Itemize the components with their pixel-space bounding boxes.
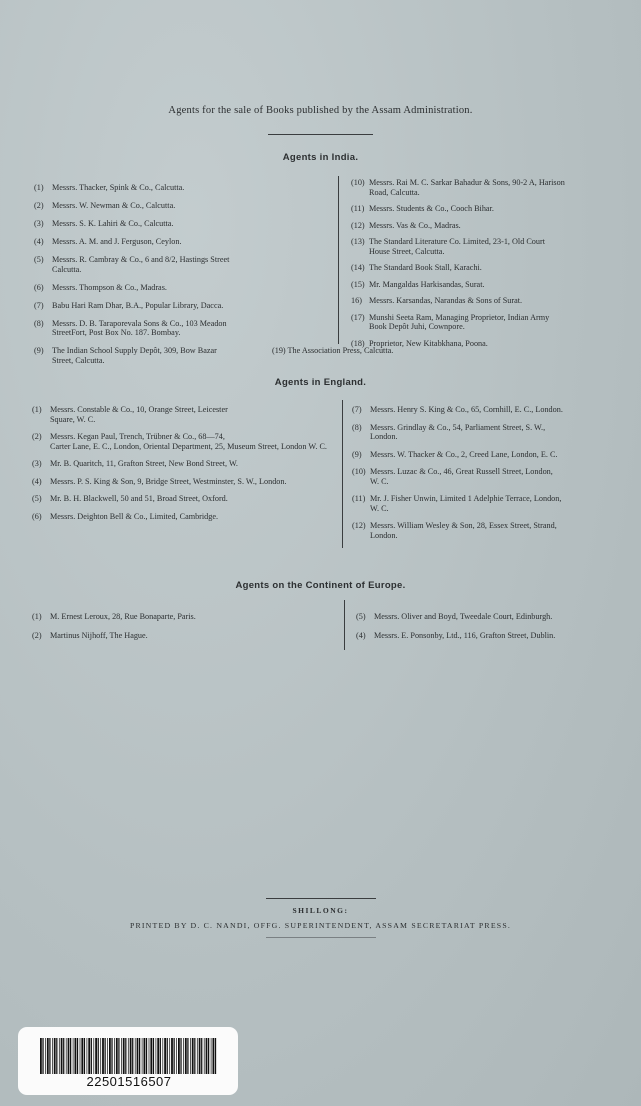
- barcode-bar: [121, 1038, 122, 1074]
- barcode-bar: [111, 1038, 112, 1074]
- item-number: (1): [34, 183, 44, 192]
- barcode-bar: [190, 1038, 191, 1074]
- barcode-bar: [107, 1038, 108, 1074]
- item-text: Messrs. Students & Co., Cooch Bihar.: [369, 204, 494, 213]
- item-number: (2): [32, 432, 42, 441]
- item-continuation: House Street, Calcutta.: [369, 246, 445, 256]
- item-continuation: Calcutta.: [52, 264, 82, 274]
- item-text: M. Ernest Leroux, 28, Rue Bonaparte, Paris.: [50, 612, 196, 621]
- item-number: 16): [351, 296, 362, 305]
- barcode-bar: [91, 1038, 92, 1074]
- barcode-bar: [95, 1038, 97, 1074]
- item-continuation: Road, Calcutta.: [369, 187, 420, 197]
- barcode-bar: [135, 1038, 136, 1074]
- item-number: (1): [32, 405, 42, 414]
- list-item: [34, 283, 334, 293]
- item-number: (5): [356, 612, 366, 621]
- barcode-bar: [150, 1038, 152, 1074]
- barcode-bar: [169, 1038, 170, 1074]
- list-item: [351, 263, 626, 273]
- item-text: Messrs. P. S. King & Son, 9, Bridge Street, Westminster, S. W., London.: [50, 476, 287, 486]
- barcode-bar: [77, 1038, 78, 1074]
- item-number: (3): [34, 219, 44, 228]
- list-item: [32, 631, 332, 641]
- item-number: (2): [32, 630, 42, 640]
- item-text: Messrs. Deighton Bell & Co., Limited, Cambridge.: [50, 511, 219, 521]
- barcode-bar: [139, 1038, 140, 1074]
- item-text: Mr. B. Quaritch, 11, Grafton Street, New Bond Street, W.: [50, 459, 238, 468]
- barcode-bar: [88, 1038, 90, 1074]
- list-item: [351, 221, 626, 231]
- barcode-bar: [87, 1038, 88, 1074]
- page-title: Agents for the sale of Books published by the Assam Administration.: [168, 105, 473, 116]
- item-number: (18): [351, 338, 365, 348]
- item-text: Munshi Seeta Ram, Managing Proprietor, Indian Army: [369, 312, 550, 322]
- list-item: [32, 477, 334, 487]
- footer-printer: PRINTED BY D. C. NANDI, OFFG. SUPERINTENDENT, ASSAM SECRETARIAT PRESS.: [129, 921, 512, 930]
- item-number: (7): [352, 405, 362, 414]
- barcode-bar: [98, 1038, 99, 1074]
- list-item: [34, 237, 334, 247]
- list-item: [352, 405, 627, 415]
- barcode-bar: [183, 1038, 184, 1074]
- item-text: Messrs. Thompson & Co., Madras.: [52, 282, 167, 292]
- item-continuation: London.: [370, 432, 398, 441]
- item-text: Messrs. W. Newman & Co., Calcutta.: [52, 201, 176, 210]
- item-number: (11): [351, 204, 365, 213]
- item-number: (9): [34, 346, 44, 355]
- list-item: [34, 319, 334, 338]
- india-item-19: (19) The Association Press, Calcutta.: [272, 346, 394, 355]
- item-text: Messrs. Luzac & Co., 46, Great Russell Street, London,: [370, 467, 553, 476]
- barcode-bar: [84, 1038, 85, 1074]
- india-heading: Agents in India.: [282, 152, 359, 163]
- barcode-bar: [105, 1038, 106, 1074]
- barcode-bar: [137, 1038, 139, 1074]
- barcode-bar: [47, 1038, 49, 1074]
- barcode-bar: [40, 1038, 42, 1074]
- barcode-bar: [109, 1038, 111, 1074]
- item-text: Messrs. A. M. and J. Ferguson, Ceylon.: [52, 237, 182, 246]
- item-number: (12): [351, 220, 365, 230]
- barcode-bar: [171, 1038, 173, 1074]
- list-item: [32, 405, 334, 424]
- item-number: (15): [351, 279, 365, 289]
- list-item: [352, 450, 627, 460]
- title-divider: [268, 134, 373, 135]
- item-continuation: Carter Lane, E. C., London, Oriental Department, 25, Museum Street, London W. C.: [50, 441, 327, 451]
- list-item: [351, 178, 626, 197]
- item-number: (4): [32, 476, 42, 486]
- barcode-bar: [180, 1038, 181, 1074]
- item-number: (3): [32, 459, 42, 468]
- footer-divider-top: [266, 898, 376, 899]
- list-item: [32, 459, 334, 469]
- item-number: (9): [352, 449, 362, 459]
- barcode-bar: [178, 1038, 180, 1074]
- list-item: [351, 237, 626, 256]
- item-text: Messrs. Constable & Co., 10, Orange Street, Leicester: [50, 405, 228, 414]
- item-text: Messrs. Grindlay & Co., 54, Parliament Street, S. W.,: [370, 422, 546, 432]
- barcode-bar: [176, 1038, 177, 1074]
- barcode-bar: [132, 1038, 133, 1074]
- item-number: (12): [352, 521, 366, 530]
- barcode-bar: [56, 1038, 57, 1074]
- barcode-bar: [102, 1038, 104, 1074]
- item-text: Proprietor, New Kitabkhana, Poona.: [369, 338, 488, 348]
- barcode-bar: [73, 1038, 74, 1074]
- footer-divider-bottom: [266, 937, 376, 938]
- barcode-bar: [164, 1038, 166, 1074]
- barcode-bar: [54, 1038, 56, 1074]
- item-continuation: Square, W. C.: [50, 414, 96, 424]
- list-item: [351, 280, 626, 290]
- barcode-bar: [149, 1038, 150, 1074]
- barcode-bar: [142, 1038, 143, 1074]
- barcode-bar: [156, 1038, 157, 1074]
- item-continuation: W. C.: [370, 476, 389, 486]
- item-number: (17): [351, 312, 365, 322]
- barcode-bar: [66, 1038, 67, 1074]
- barcode-bar: [157, 1038, 159, 1074]
- list-item: [352, 467, 627, 486]
- item-text: Babu Hari Ram Dhar, B.A., Popular Library, Dacca.: [52, 300, 224, 310]
- item-text: Messrs. Kegan Paul, Trench, Trübner & Co., 68—74,: [50, 432, 225, 441]
- list-item: [352, 521, 627, 540]
- list-item: [34, 201, 334, 211]
- barcode-bar: [70, 1038, 71, 1074]
- barcode-bar: [206, 1038, 208, 1074]
- europe-divider: [344, 600, 345, 650]
- item-text: Mr. J. Fisher Unwin, Limited 1 Adelphie Terrace, London,: [370, 494, 562, 503]
- item-text: Messrs. Rai M. C. Sarkar Bahadur & Sons, 90-2 A, Harison: [369, 178, 565, 187]
- barcode-bar: [128, 1038, 129, 1074]
- item-text: Martinus Nijhoff, The Hague.: [50, 630, 148, 640]
- barcode-bar: [116, 1038, 118, 1074]
- item-number: (10): [351, 178, 365, 187]
- list-item: [32, 432, 334, 451]
- footer-place: SHILLONG:: [292, 906, 349, 915]
- list-item: [32, 494, 334, 504]
- europe-heading: Agents on the Continent of Europe.: [235, 580, 406, 591]
- list-item: [32, 512, 334, 522]
- item-number: (11): [352, 494, 366, 503]
- barcode-bar: [201, 1038, 202, 1074]
- item-number: (6): [32, 511, 42, 521]
- list-item: [352, 494, 627, 513]
- list-item: [34, 183, 334, 193]
- list-item: [34, 255, 334, 274]
- item-text: The Standard Literature Co. Limited, 23-1, Old Court: [369, 237, 545, 246]
- list-item: [34, 301, 334, 311]
- barcode-bar: [162, 1038, 163, 1074]
- barcode-icon: [40, 1038, 218, 1074]
- england-right-column: [352, 405, 627, 548]
- england-divider: [342, 400, 343, 548]
- item-text: Messrs. William Wesley & Son, 28, Essex Street, Strand,: [370, 521, 557, 530]
- barcode-bar: [52, 1038, 53, 1074]
- barcode-bar: [63, 1038, 64, 1074]
- list-item: [351, 204, 626, 214]
- list-item: [34, 219, 334, 229]
- item-continuation: StreetFort, Post Box No. 187. Bombay.: [52, 328, 181, 337]
- barcode-bar: [211, 1038, 212, 1074]
- item-number: (14): [351, 263, 365, 272]
- item-number: (5): [32, 494, 42, 503]
- item-number: (5): [34, 255, 44, 264]
- item-continuation: Book Depôt Juhi, Cownpore.: [369, 322, 465, 331]
- item-text: Messrs. D. B. Taraporevala Sons & Co., 103 Meadon: [52, 318, 227, 328]
- item-text: Messrs. Oliver and Boyd, Tweedale Court, Edinburgh.: [374, 612, 553, 621]
- item-number: (10): [352, 467, 366, 476]
- barcode-bar: [130, 1038, 132, 1074]
- barcode-bar: [213, 1038, 215, 1074]
- item-number: (1): [32, 612, 42, 621]
- item-number: (6): [34, 282, 44, 292]
- item-number: (2): [34, 201, 44, 210]
- item-text: Messrs. Henry S. King & Co., 65, Cornhill, E. C., London.: [370, 405, 563, 414]
- item-continuation: London.: [370, 530, 398, 540]
- item-text: The Indian School Supply Depôt, 309, Bow Bazar: [52, 346, 217, 355]
- item-number: (7): [34, 300, 44, 310]
- list-item: [356, 612, 631, 622]
- barcode-bar: [75, 1038, 77, 1074]
- england-heading: Agents in England.: [274, 377, 367, 388]
- item-text: Mr. B. H. Blackwell, 50 and 51, Broad Street, Oxford.: [50, 494, 228, 503]
- item-text: Messrs. Thacker, Spink & Co., Calcutta.: [52, 183, 185, 192]
- item-text: Messrs. Karsandas, Narandas & Sons of Surat.: [369, 296, 523, 305]
- europe-right-column: [356, 612, 631, 649]
- item-number: (8): [34, 318, 44, 328]
- europe-left-column: [32, 612, 332, 649]
- item-text: Messrs. S. K. Lahiri & Co., Calcutta.: [52, 219, 174, 228]
- barcode-bar: [146, 1038, 147, 1074]
- barcode-bar: [42, 1038, 43, 1074]
- barcode-bar: [192, 1038, 194, 1074]
- item-text: Messrs. W. Thacker & Co., 2, Creed Lane, London, E. C.: [370, 449, 558, 459]
- item-number: (8): [352, 422, 362, 432]
- barcode-bar: [153, 1038, 154, 1074]
- barcode-bar: [80, 1038, 81, 1074]
- barcode-bar: [174, 1038, 175, 1074]
- barcode-bar: [123, 1038, 125, 1074]
- barcode-bar: [187, 1038, 188, 1074]
- barcode-bar: [59, 1038, 60, 1074]
- barcode-bar: [160, 1038, 161, 1074]
- barcode-bar: [197, 1038, 198, 1074]
- barcode-bar: [93, 1038, 94, 1074]
- list-item: [356, 631, 631, 641]
- india-right-column: [351, 178, 626, 355]
- barcode-bar: [61, 1038, 63, 1074]
- barcode-bar: [208, 1038, 209, 1074]
- england-left-column: [32, 405, 334, 529]
- barcode-bar: [125, 1038, 126, 1074]
- barcode-bar: [114, 1038, 115, 1074]
- india-divider: [338, 176, 339, 344]
- item-text: Messrs. Vas & Co., Madras.: [369, 220, 461, 230]
- list-item: [351, 313, 626, 332]
- item-number: (13): [351, 237, 365, 246]
- list-item: [352, 423, 627, 442]
- barcode-bar: [167, 1038, 168, 1074]
- barcode-number: 22501516507: [86, 1074, 172, 1089]
- list-item: [32, 612, 332, 622]
- barcode-bar: [194, 1038, 195, 1074]
- barcode-bar: [215, 1038, 216, 1074]
- list-item: [351, 296, 626, 306]
- barcode-bar: [199, 1038, 201, 1074]
- india-left-column: [34, 183, 334, 374]
- barcode-bar: [49, 1038, 50, 1074]
- barcode-bar: [81, 1038, 83, 1074]
- item-text: Messrs. E. Ponsonby, Ltd., 116, Grafton Street, Dublin.: [374, 630, 556, 640]
- barcode-bar: [45, 1038, 46, 1074]
- barcode-bar: [204, 1038, 205, 1074]
- item-number: (4): [356, 630, 366, 640]
- item-text: Messrs. R. Cambray & Co., 6 and 8/2, Hastings Street: [52, 255, 230, 264]
- barcode-bar: [100, 1038, 101, 1074]
- item-text: The Standard Book Stall, Karachi.: [369, 263, 482, 272]
- item-number: (4): [34, 237, 44, 246]
- barcode-bar: [68, 1038, 70, 1074]
- item-continuation: W. C.: [370, 503, 389, 513]
- barcode-bar: [185, 1038, 187, 1074]
- item-text: Mr. Mangaldas Harkisandas, Surat.: [369, 279, 485, 289]
- item-continuation: Street, Calcutta.: [52, 355, 105, 365]
- barcode-bar: [118, 1038, 119, 1074]
- barcode-bar: [144, 1038, 146, 1074]
